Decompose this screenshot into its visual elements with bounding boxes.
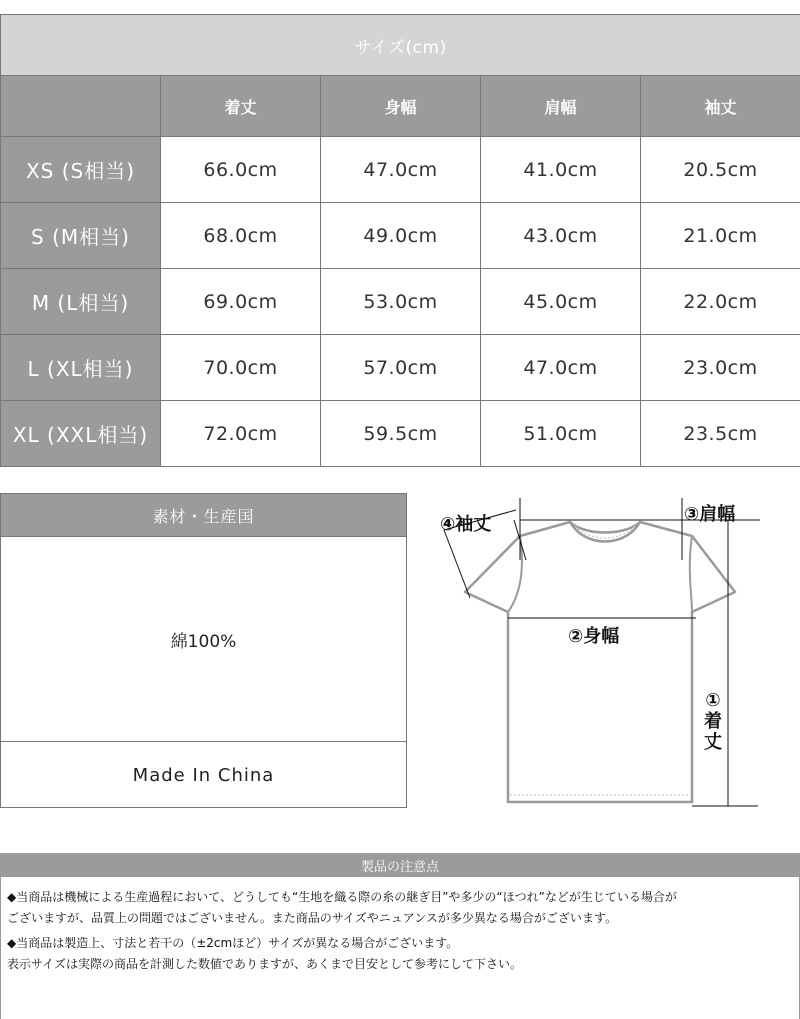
table-row xyxy=(1,335,800,401)
size-table xyxy=(0,14,800,467)
material-composition: 綿100% xyxy=(1,536,406,742)
table-cell: 57.0cm xyxy=(321,335,481,401)
table-cell: 47.0cm xyxy=(481,335,641,401)
header-corner-cell xyxy=(1,76,161,137)
notes-title: 製品の注意点 xyxy=(1,853,799,877)
table-cell: 43.0cm xyxy=(481,203,641,269)
header-body-width: 身幅 xyxy=(321,76,481,137)
size-label: L (XL相当) xyxy=(1,335,161,401)
body-width-label: ②身幅 xyxy=(568,626,620,647)
table-row xyxy=(1,401,800,467)
size-label: XL (XXL相当) xyxy=(1,401,161,467)
size-label: M (L相当) xyxy=(1,269,161,335)
table-cell: 22.0cm xyxy=(641,269,800,335)
notes-paragraph-line: ございますが、品質上の問題ではございません。また商品のサイズやニュアンスが多少異なる場合がございます。 xyxy=(7,911,617,925)
size-label: S (M相当) xyxy=(1,203,161,269)
table-cell: 66.0cm xyxy=(161,137,321,203)
table-cell: 47.0cm xyxy=(321,137,481,203)
notes-paragraph-line: 表示サイズは実際の商品を計測した数値でありますが、あくまで目安として参考にして下さい。 xyxy=(7,957,523,971)
table-cell: 21.0cm xyxy=(641,203,800,269)
table-cell: 53.0cm xyxy=(321,269,481,335)
material-title: 素材・生産国 xyxy=(1,494,406,536)
measurement-diagram xyxy=(430,490,800,820)
table-cell: 59.5cm xyxy=(321,401,481,467)
notes-paragraph-line: ◆当商品は機械による生産過程において、どうしても“生地を織る際の糸の継ぎ目”や多少の“ほつれ”などが生じている場合が xyxy=(7,890,677,904)
header-length: 着丈 xyxy=(161,76,321,137)
tshirt-outline-icon xyxy=(430,490,800,820)
country-of-origin: Made In China xyxy=(132,764,275,786)
table-cell: 49.0cm xyxy=(321,203,481,269)
table-row xyxy=(1,137,800,203)
table-cell: 51.0cm xyxy=(481,401,641,467)
table-row xyxy=(1,269,800,335)
header-shoulder-width: 肩幅 xyxy=(481,76,641,137)
table-row xyxy=(1,203,800,269)
length-label xyxy=(701,690,725,753)
table-cell: 23.0cm xyxy=(641,335,800,401)
table-cell: 68.0cm xyxy=(161,203,321,269)
notes-paragraph-line: ◆当商品は製造上、寸法と若干の（±2cmほど）サイズが異なる場合がございます。 xyxy=(7,936,459,950)
size-table-header-row xyxy=(1,76,800,137)
shoulder-width-label: ③肩幅 xyxy=(684,504,736,525)
product-notes xyxy=(0,853,800,1019)
table-cell: 41.0cm xyxy=(481,137,641,203)
table-cell: 69.0cm xyxy=(161,269,321,335)
table-cell: 70.0cm xyxy=(161,335,321,401)
material-box xyxy=(0,493,407,808)
size-label: XS (S相当) xyxy=(1,137,161,203)
table-cell: 23.5cm xyxy=(641,401,800,467)
length-label-num: ① xyxy=(705,690,721,711)
sleeve-length-label: ④袖丈 xyxy=(440,514,492,535)
header-sleeve-length: 袖丈 xyxy=(641,76,800,137)
length-label-char1: 着 xyxy=(704,711,722,732)
size-table-title-row xyxy=(1,15,800,76)
size-table-title: サイズ(cm) xyxy=(1,15,800,76)
table-cell: 45.0cm xyxy=(481,269,641,335)
table-cell: 72.0cm xyxy=(161,401,321,467)
length-label-char2: 丈 xyxy=(704,732,722,753)
table-cell: 20.5cm xyxy=(641,137,800,203)
